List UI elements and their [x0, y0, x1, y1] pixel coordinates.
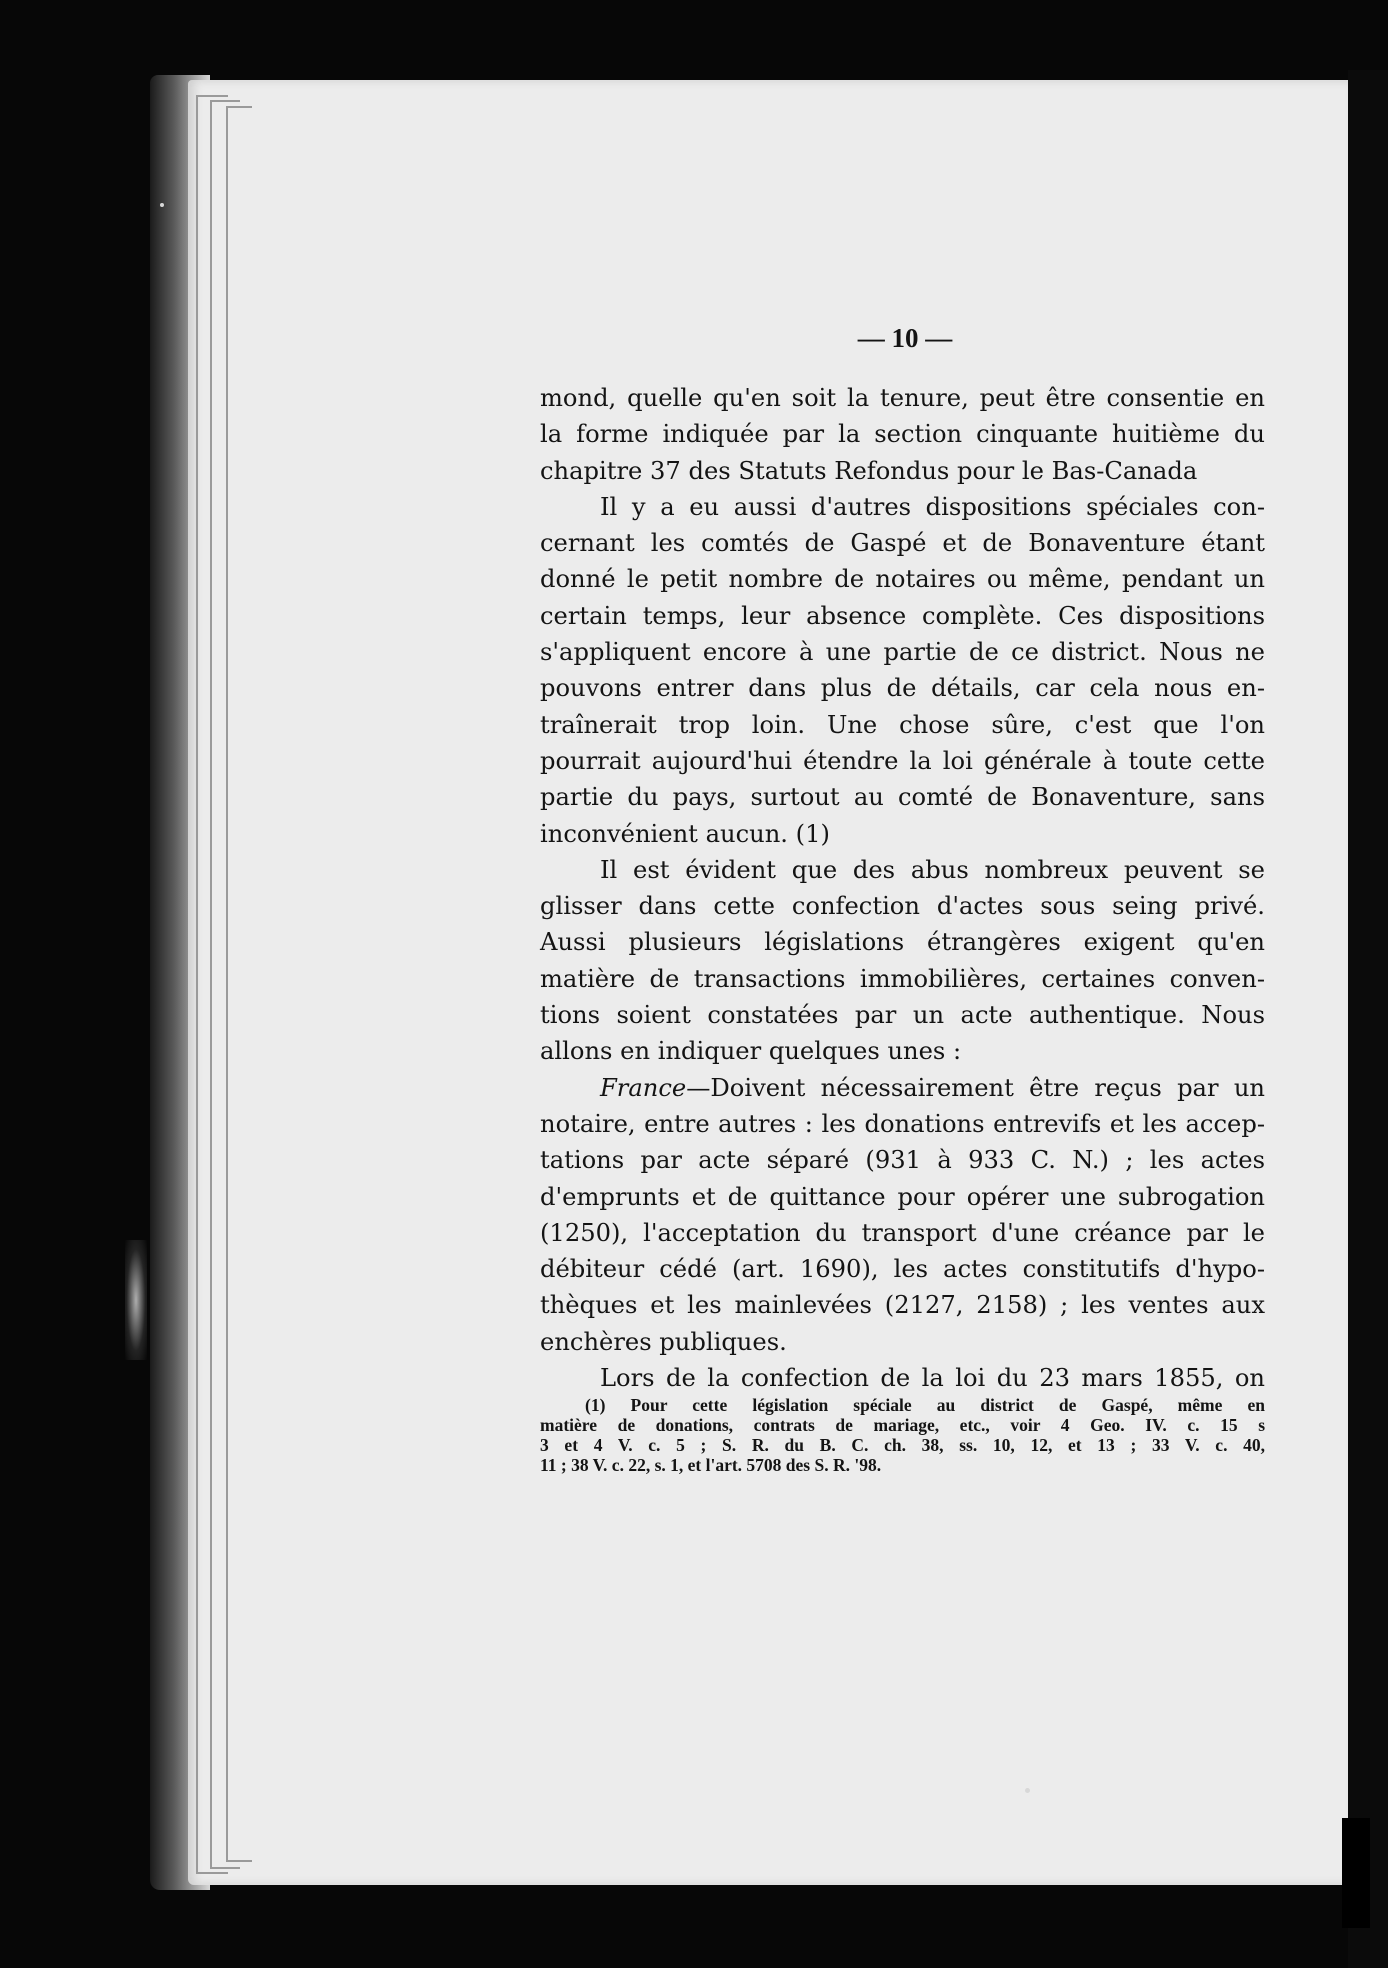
- body-text: [540, 380, 1265, 1396]
- text-line: s'appliquent encore à une partie de ce district. Nous ne: [540, 638, 1265, 667]
- italic-country-name: France: [600, 1073, 687, 1102]
- text-line: tions soient constatées par un acte authentique. Nous: [540, 1001, 1265, 1030]
- paragraph-3: [540, 852, 1265, 1070]
- text-line: partie du pays, surtout au comté de Bonaventure, sans: [540, 783, 1265, 812]
- light-streak: [125, 1240, 147, 1360]
- paragraph-2: [540, 489, 1265, 852]
- footnote-line: matière de donations, contrats de mariage, etc., voir 4 Geo. IV. c. 15 s: [540, 1415, 1265, 1435]
- paragraph-1: [540, 380, 1265, 489]
- text-line: Lors de la confection de la loi du 23 mars 1855, on: [600, 1364, 1265, 1393]
- footnote-line: 3 et 4 V. c. 5 ; S. R. du B. C. ch. 38, ss. 10, 12, et 13 ; 33 V. c. 40,: [540, 1435, 1265, 1455]
- dust-speck: [1025, 1788, 1030, 1793]
- text-line: mond, quelle qu'en soit la tenure, peut être consentie en: [540, 384, 1265, 412]
- text-line: matière de transactions immobilières, certaines conven-: [540, 964, 1265, 993]
- text-line: d'emprunts et de quittance pour opérer une subrogation: [540, 1182, 1265, 1211]
- right-gutter: [1348, 70, 1388, 1968]
- text-line: (1250), l'acceptation du transport d'une créance par le: [540, 1218, 1265, 1247]
- dust-speck: [160, 203, 164, 207]
- text-line: cernant les comtés de Gaspé et de Bonaventure étant: [540, 529, 1265, 558]
- footnote: [540, 1395, 1265, 1475]
- binding-shadow: [1342, 1818, 1370, 1928]
- text-line: thèques et les mainlevées (2127, 2158) ; les ventes aux: [540, 1291, 1265, 1320]
- text-line: Il est évident que des abus nombreux peuvent se: [600, 855, 1265, 884]
- text-line: enchères publiques.: [540, 1327, 787, 1356]
- page-edge-outline-3: [226, 106, 252, 1862]
- text-line: donné le petit nombre de notaires ou même, pendant un: [540, 565, 1265, 594]
- text-line: notaire, entre autres : les donations entrevifs et les accep-: [540, 1109, 1265, 1138]
- text-line: pouvons entrer dans plus de détails, car cela nous en-: [540, 674, 1265, 703]
- text-line: Il y a eu aussi d'autres dispositions spéciales con-: [600, 492, 1265, 521]
- text-line: [540, 1070, 1265, 1106]
- footnote-line: (1) Pour cette législation spéciale au district de Gaspé, même en: [585, 1395, 1265, 1415]
- text-line: pourrait aujourd'hui étendre la loi générale à toute cette: [540, 746, 1265, 775]
- text-line: inconvénient aucun. (1): [540, 819, 830, 848]
- text-line: Aussi plusieurs législations étrangères exigent qu'en: [540, 928, 1265, 957]
- page-number: — 10 —: [857, 323, 953, 353]
- text-line: tations par acte séparé (931 à 933 C. N.) ; les actes: [540, 1146, 1265, 1175]
- text-line: traînerait trop loin. Une chose sûre, c'est que l'on: [540, 710, 1265, 739]
- paragraph-4: [540, 1070, 1265, 1360]
- text-line: glisser dans cette confection d'actes sous seing privé.: [540, 892, 1265, 921]
- text-line: chapitre 37 des Statuts Refondus pour le Bas-Canada: [540, 456, 1198, 485]
- text-line: certain temps, leur absence complète. Ces dispositions: [540, 601, 1265, 630]
- footnote-line: 11 ; 38 V. c. 22, s. 1, et l'art. 5708 des S. R. '98.: [540, 1455, 882, 1475]
- text-line: allons en indiquer quelques unes :: [540, 1037, 962, 1066]
- text-line: la forme indiquée par la section cinquante huitième du: [540, 420, 1265, 449]
- text-fragment: —Doivent nécessairement être reçus par un: [686, 1073, 1265, 1102]
- text-line: débiteur cédé (art. 1690), les actes constitutifs d'hypo-: [540, 1255, 1265, 1284]
- paragraph-5: [540, 1360, 1265, 1396]
